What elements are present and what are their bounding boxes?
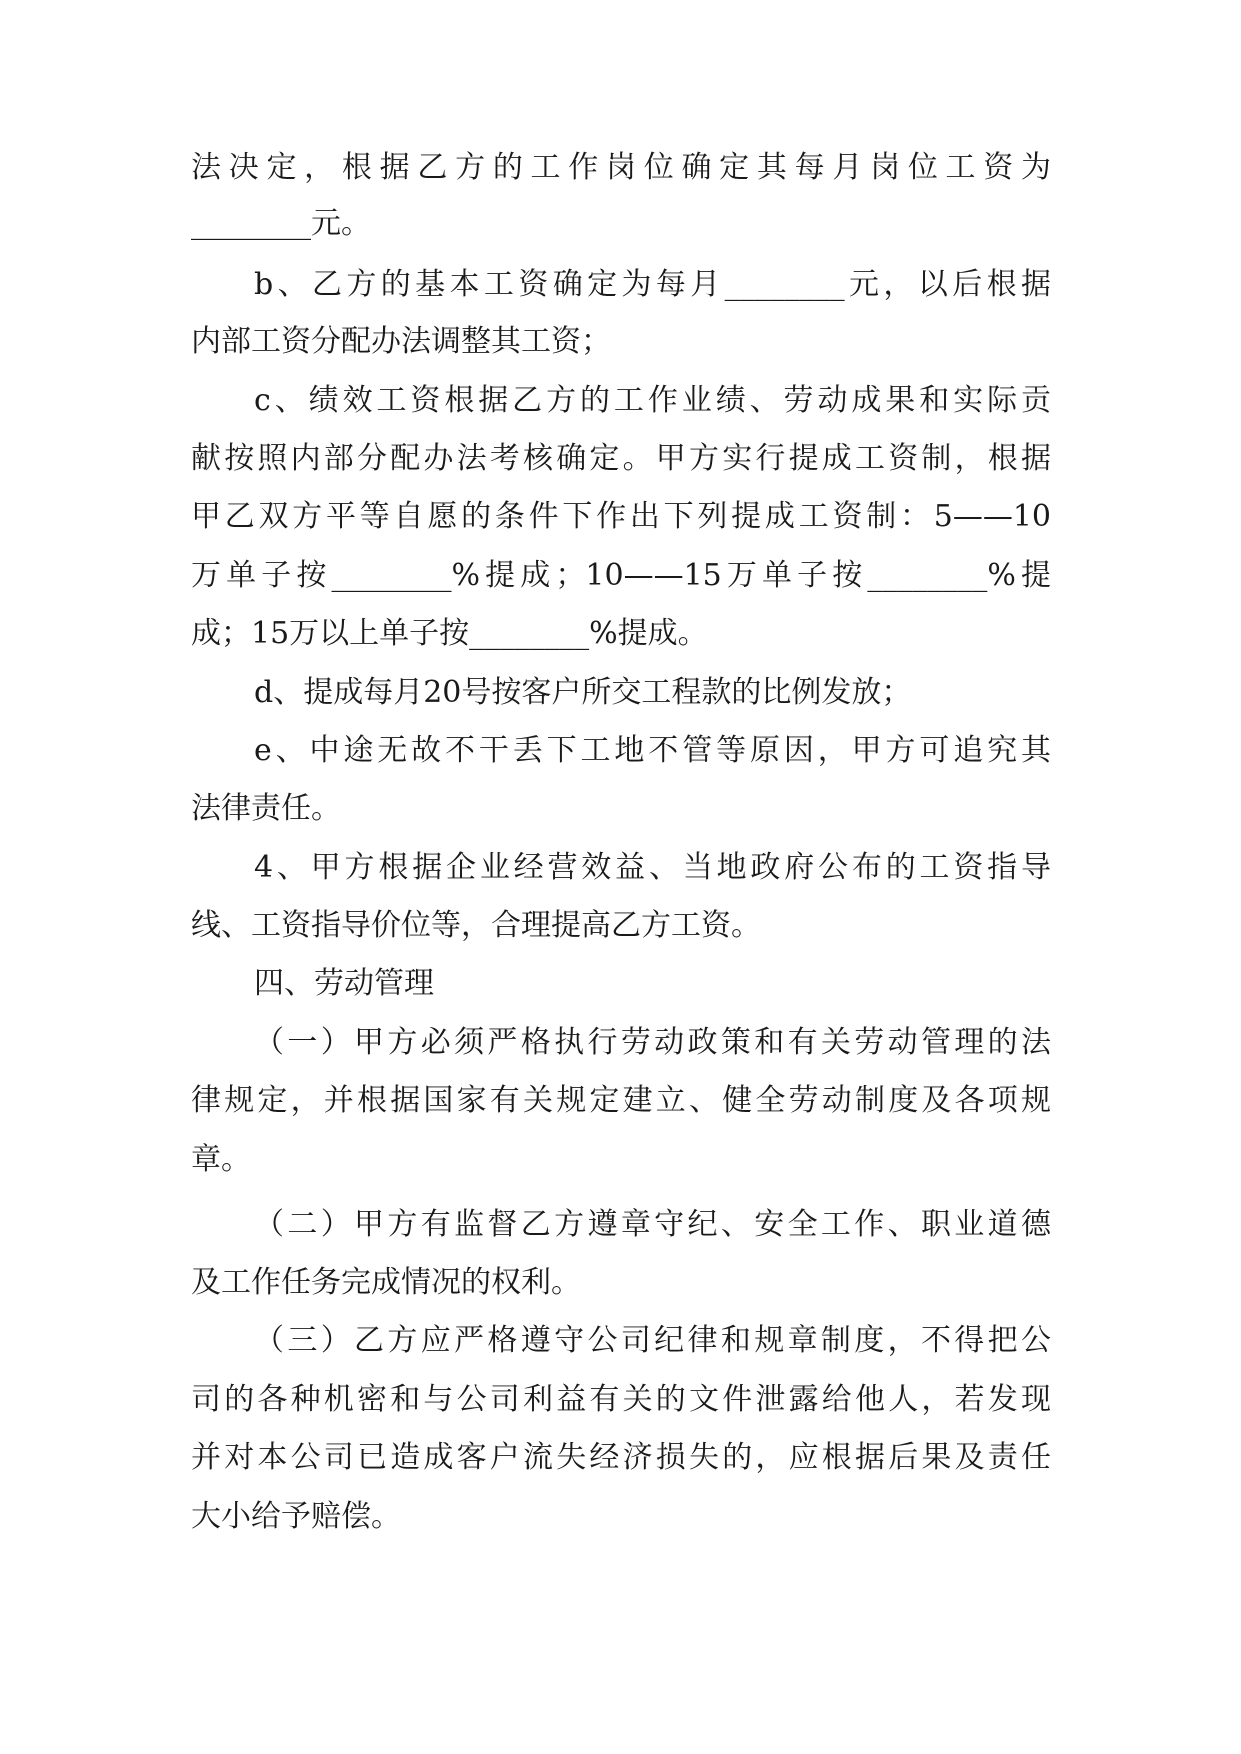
text-line: （三）乙方应严格遵守公司纪律和规章制度，不得把公	[254, 1323, 1051, 1358]
text-line: 献按照内部分配办法考核确定。甲方实行提成工资制，根据	[191, 441, 1051, 476]
text-line: 内部工资分配办法调整其工资；	[191, 324, 611, 359]
text-line: c、绩效工资根据乙方的工作业绩、劳动成果和实际贡	[254, 383, 1051, 418]
text-line: 成；15万以上单子按________%提成。	[191, 616, 708, 651]
text-line: （二）甲方有监督乙方遵章守纪、安全工作、职业道德	[254, 1207, 1051, 1242]
text-line: b、乙方的基本工资确定为每月________元，以后根据	[254, 267, 1051, 302]
text-line: （一）甲方必须严格执行劳动政策和有关劳动管理的法	[254, 1025, 1051, 1060]
text-line: 4、甲方根据企业经营效益、当地政府公布的工资指导	[254, 850, 1051, 885]
text-line: 甲乙双方平等自愿的条件下作出下列提成工资制：5——10	[191, 499, 1051, 534]
text-line: 法决定，根据乙方的工作岗位确定其每月岗位工资为	[191, 150, 1051, 185]
text-line: 法律责任。	[191, 791, 341, 826]
text-line: 万单子按________%提成；10——15万单子按________%提	[191, 558, 1051, 593]
text-line: e、中途无故不干丢下工地不管等原因，甲方可追究其	[254, 733, 1051, 768]
section-heading: 四、劳动管理	[254, 966, 434, 1001]
text-line: 司的各种机密和与公司利益有关的文件泄露给他人，若发现	[191, 1382, 1051, 1417]
text-line: 大小给予赔偿。	[191, 1499, 401, 1534]
text-line: 章。	[191, 1142, 251, 1177]
text-line: 并对本公司已造成客户流失经济损失的，应根据后果及责任	[191, 1440, 1051, 1475]
text-line: 线、工资指导价位等，合理提高乙方工资。	[191, 908, 761, 943]
text-line: ________元。	[191, 206, 371, 241]
text-line: d、提成每月20号按客户所交工程款的比例发放；	[254, 675, 912, 710]
text-line: 律规定，并根据国家有关规定建立、健全劳动制度及各项规	[191, 1083, 1051, 1118]
text-line: 及工作任务完成情况的权利。	[191, 1265, 581, 1300]
